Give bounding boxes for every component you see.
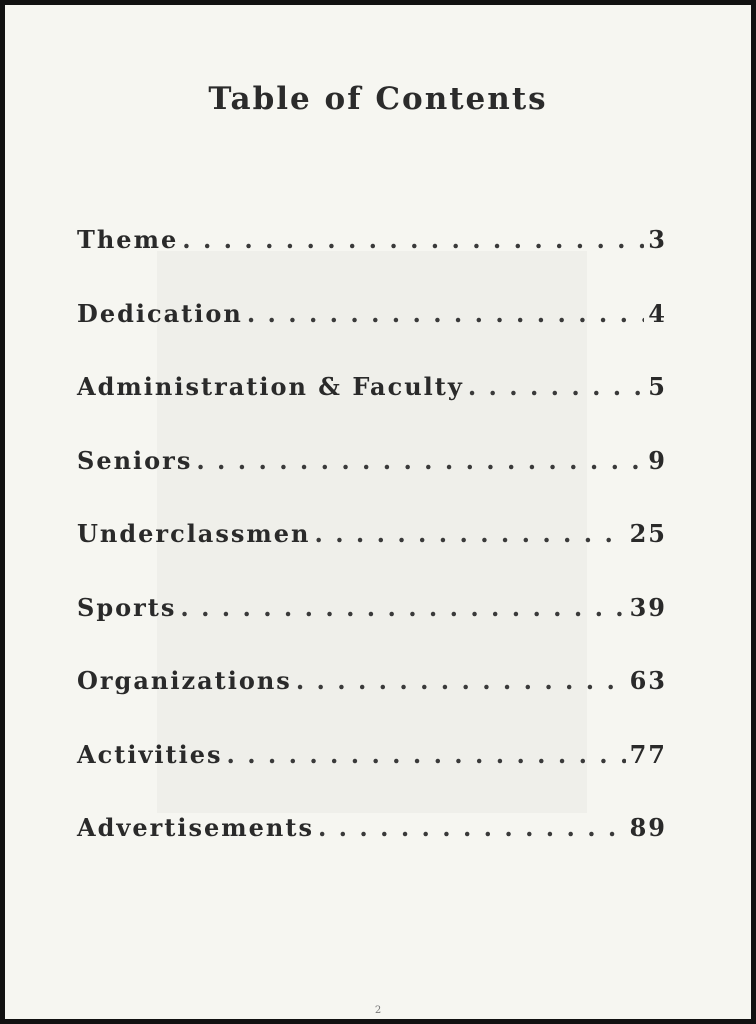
toc-entry bbox=[77, 740, 667, 814]
toc-entry-label: Underclassmen bbox=[77, 519, 311, 548]
toc-entry bbox=[77, 666, 667, 740]
toc-entry-page: 39 bbox=[629, 592, 667, 622]
toc-list bbox=[77, 225, 667, 887]
toc-entry-label: Sports bbox=[77, 592, 177, 622]
toc-entry-page: 89 bbox=[629, 813, 667, 842]
toc-entry bbox=[77, 299, 667, 373]
dot-leader bbox=[182, 225, 644, 254]
toc-entry bbox=[77, 372, 667, 446]
toc-entry-label: Organizations bbox=[77, 666, 292, 695]
dot-leader bbox=[296, 666, 626, 695]
page-title: Table of Contents bbox=[208, 81, 548, 117]
toc-entry-page: 25 bbox=[629, 519, 667, 548]
toc-entry-page: 5 bbox=[648, 372, 667, 401]
page-number: 2 bbox=[374, 1005, 382, 1016]
toc-entry-page: 77 bbox=[629, 739, 667, 769]
toc-entry-label: Seniors bbox=[77, 445, 193, 475]
toc-entry-label: Activities bbox=[77, 739, 223, 769]
toc-entry bbox=[77, 225, 667, 299]
toc-entry-label: Theme bbox=[77, 225, 179, 254]
toc-entry-label: Administration & Faculty bbox=[77, 372, 464, 401]
toc-entry-page: 63 bbox=[629, 666, 667, 695]
toc-entry-page: 4 bbox=[648, 298, 667, 328]
dot-leader bbox=[318, 813, 626, 842]
toc-entry-page: 9 bbox=[648, 445, 667, 475]
toc-entry-page: 3 bbox=[648, 225, 667, 254]
toc-entry-label: Advertisements bbox=[77, 813, 314, 842]
toc-entry bbox=[77, 519, 667, 593]
toc-entry bbox=[77, 593, 667, 667]
toc-entry-label: Dedication bbox=[77, 298, 243, 328]
dot-leader bbox=[196, 446, 644, 475]
dot-leader bbox=[180, 593, 625, 622]
dot-leader bbox=[315, 519, 626, 548]
toc-entry bbox=[77, 446, 667, 520]
toc-entry bbox=[77, 813, 667, 887]
dot-leader bbox=[226, 740, 625, 769]
dot-leader bbox=[247, 299, 644, 328]
dot-leader bbox=[468, 372, 644, 401]
